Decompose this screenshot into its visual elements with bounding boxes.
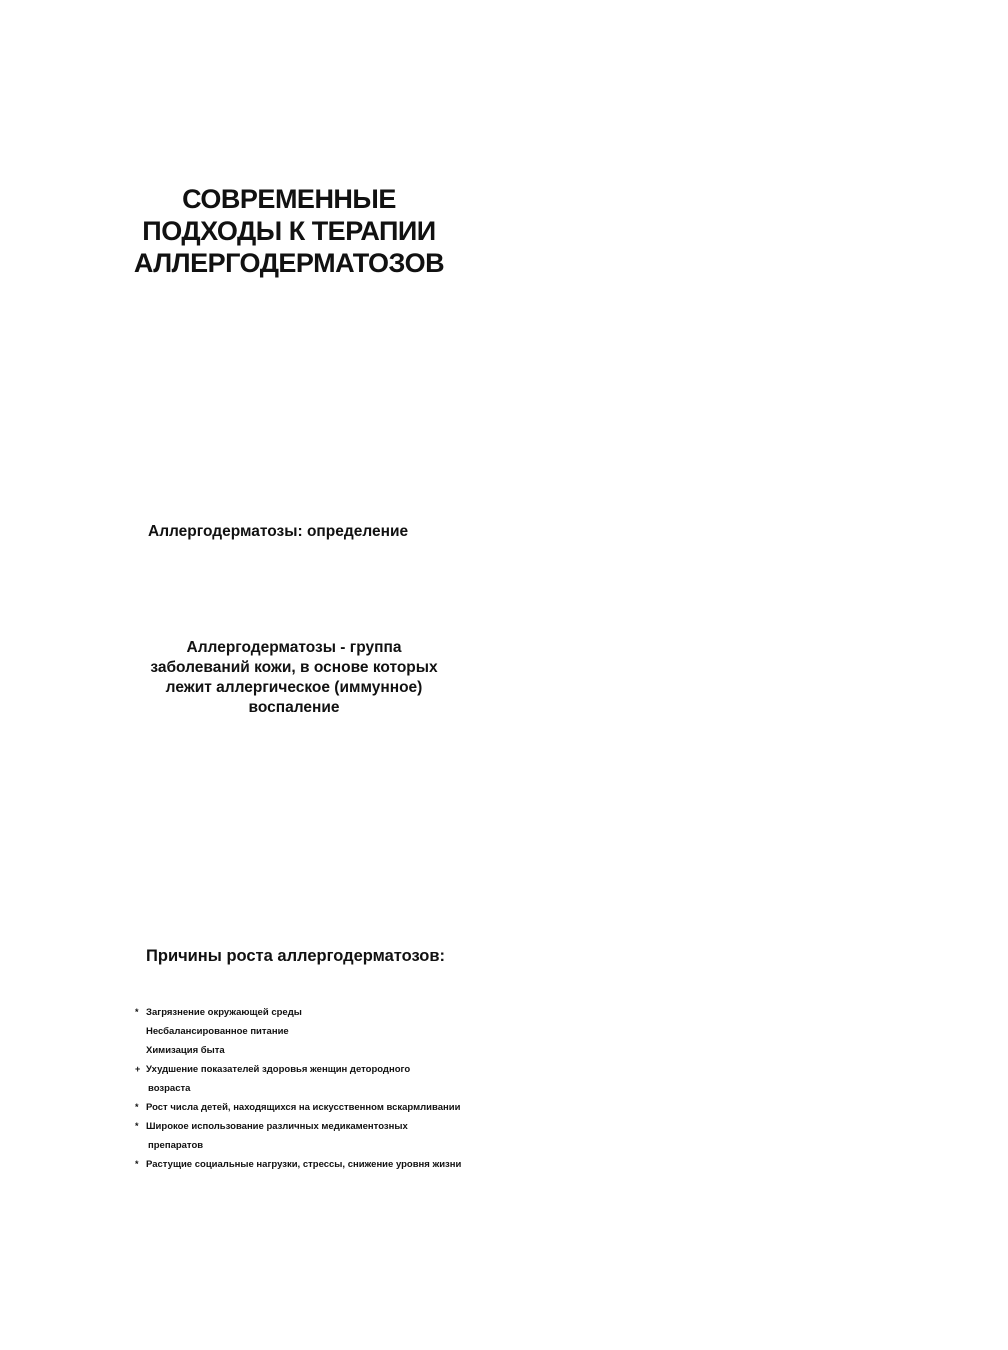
title-line: СОВРЕМЕННЫЕ (182, 184, 396, 214)
list-item (132, 1003, 492, 1022)
title-line: ПОДХОДЫ К ТЕРАПИИ (142, 216, 436, 246)
list-item (132, 1117, 492, 1155)
list-item-text: Широкое использование различных медикаментозных (146, 1121, 408, 1132)
list-item-text: Ухудшение показателей здоровья женщин детородного (146, 1064, 411, 1075)
list-item (132, 1098, 492, 1117)
definition-heading: Аллергодерматозы: определение (148, 523, 409, 540)
list-item-text: Несбалансированное питание (146, 1026, 289, 1037)
page-title (108, 183, 470, 279)
list-item-text: Химизация быта (146, 1045, 225, 1056)
causes-list (132, 1003, 492, 1174)
definition-text (118, 638, 470, 718)
list-item (132, 1060, 492, 1098)
list-item (132, 1022, 492, 1041)
bullet-marker: * (135, 1159, 139, 1169)
list-item-text: Растущие социальные нагрузки, стрессы, снижение уровня жизни (146, 1159, 462, 1170)
bullet-marker: * (135, 1102, 139, 1112)
bullet-marker: + (135, 1064, 141, 1074)
list-item-text: Загрязнение окружающей среды (146, 1007, 302, 1018)
definition-line: воспаление (248, 699, 340, 716)
list-item-text-continued: возраста (148, 1083, 191, 1094)
causes-heading: Причины роста аллергодерматозов: (146, 947, 446, 965)
list-item-text: Рост числа детей, находящихся на искусственном вскармливании (146, 1102, 461, 1113)
title-line: АЛЛЕРГОДЕРМАТОЗОВ (133, 248, 445, 278)
list-item-text-continued: препаратов (148, 1140, 204, 1151)
list-item (132, 1041, 492, 1060)
definition-line: лежит аллергическое (иммунное) (165, 679, 423, 696)
definition-line: заболеваний кожи, в основе которых (150, 659, 438, 676)
bullet-marker: * (135, 1121, 139, 1131)
list-item (132, 1155, 492, 1174)
bullet-marker: * (135, 1007, 139, 1017)
definition-line: Аллергодерматозы - группа (186, 639, 402, 656)
